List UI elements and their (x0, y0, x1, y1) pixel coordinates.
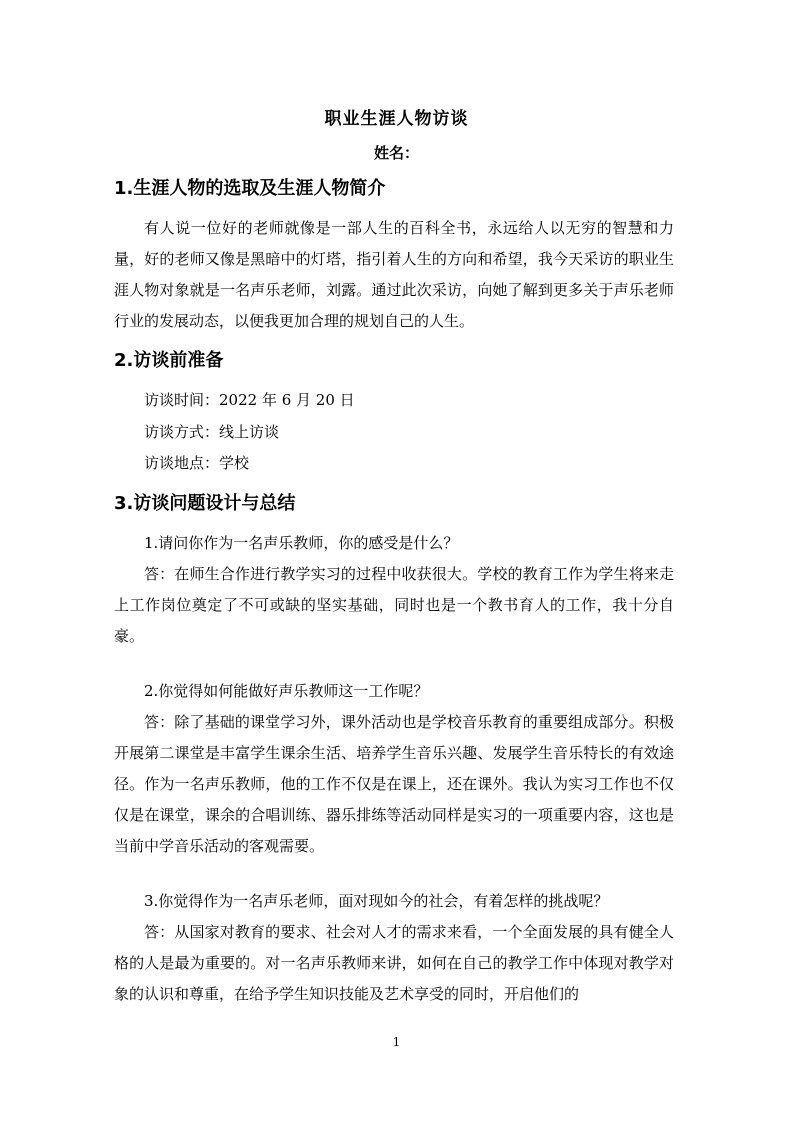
section-profile (114, 173, 674, 337)
qa-item (114, 886, 674, 1010)
page-number: 1 (392, 1035, 401, 1049)
section-questions (114, 488, 674, 1010)
qa-item (114, 528, 674, 652)
interview-method: 访谈方式：线上访谈 (144, 422, 280, 441)
interview-location: 访谈地点：学校 (144, 454, 250, 472)
answer: 答：除了基础的课堂学习外，课外活动也是学校音乐教育的重要组成部分。积极开展第二课堂是丰富学生课余生活、培养学生音乐兴趣、发展学生音乐特长的有效途径。作为一名声乐教师，他的工作不仅是在课上，还在课外。我认为实习工作也不仅仅是在课堂，课余的合唱训练、器乐排练等活动同样是实习的一项重要内容，这也是当前中学音乐活动的客观需要。 (114, 712, 674, 855)
section-heading: 2.访谈前准备 (114, 350, 224, 371)
section-heading: 1.生涯人物的选取及生涯人物简介 (114, 178, 386, 199)
paragraph: 有人说一位好的老师就像是一部人生的百科全书，永远给人以无穷的智慧和力量，好的老师又像是黑暗中的灯塔，指引着人生的方向和希望，我今天采访的职业生涯人物对象就是一名声乐老师，刘露。通过此次采访，向她了解到更多关于声乐老师行业的发展动态，以便我更加合理的规划自己的人生。 (114, 219, 674, 330)
interview-time: 访谈时间：2022 年 6 月 20 日 (144, 391, 355, 409)
name-field-label: 姓名： (373, 144, 419, 162)
section-heading: 3.访谈问题设计与总结 (114, 492, 296, 514)
document-body (114, 173, 674, 1010)
question: 3.你觉得作为一名声乐老师，面对现如今的社会，有着怎样的挑战呢？ (144, 891, 609, 910)
qa-item (114, 676, 674, 862)
question: 2.你觉得如何能做好声乐教师这一工作呢？ (144, 681, 429, 700)
answer: 答：从国家对教育的要求、社会对人才的需求来看，一个全面发展的具有健全人格的人是最为重要的。对一名声乐教师来讲，如何在自己的教学工作中体现对教学对象的认识和尊重，在给予学生知识技能及艺术享受的同时，开启他们的 (114, 922, 674, 1003)
section-preparation (114, 345, 674, 480)
question: 1.请问你作为一名声乐教师，你的感受是什么？ (144, 533, 459, 552)
document-title: 职业生涯人物访谈 (324, 109, 469, 129)
answer: 答：在师生合作进行教学实习的过程中收获很大。学校的教育工作为学生将来走上工作岗位奠定了不可或缺的坚实基础，同时也是一个教书育人的工作，我十分自豪。 (114, 564, 674, 645)
